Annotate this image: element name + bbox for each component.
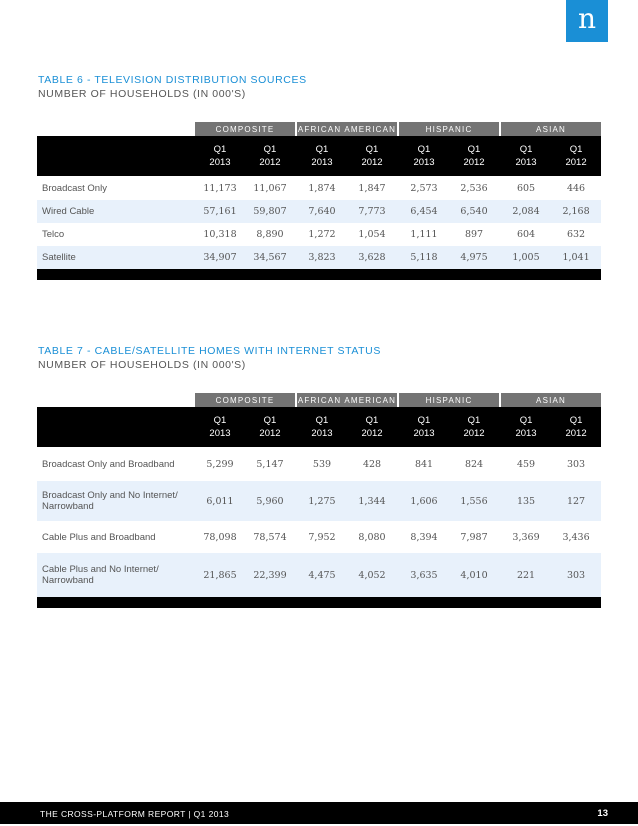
table-row — [37, 521, 601, 553]
table-cell: 1,054 — [358, 229, 386, 240]
table7-subtitle: NUMBER OF HOUSEHOLDS (IN 000'S) — [38, 359, 246, 371]
table-cell: 303 — [566, 458, 586, 470]
row-label: Broadcast Only and No Internet/ Narrowband — [37, 481, 195, 521]
table-cell: 5,118 — [399, 246, 449, 269]
period-header: Q1 2013 — [399, 407, 449, 447]
table-cell: 34,907 — [195, 246, 245, 269]
table7-group-header — [37, 393, 601, 407]
period-header: Q1 2012 — [245, 407, 295, 447]
period-header: Q1 2012 — [245, 136, 295, 176]
table-row — [37, 553, 601, 597]
table-cell: 1,606 — [399, 481, 449, 521]
table7-heading — [38, 344, 381, 372]
page-footer — [0, 802, 638, 824]
period-header: Q1 2013 — [501, 136, 551, 176]
table-cell: 1,344 — [347, 481, 397, 521]
table-cell: 4,475 — [297, 553, 347, 597]
table-row — [37, 200, 601, 223]
row-label: Cable Plus and No Internet/ Narrowband — [37, 553, 195, 597]
table-cell: 5,299 — [206, 458, 234, 470]
nielsen-logo — [566, 0, 608, 42]
table6-subtitle: NUMBER OF HOUSEHOLDS (IN 000'S) — [38, 88, 246, 100]
table-cell: 10,318 — [203, 229, 237, 240]
table7-footer-bar — [37, 597, 601, 608]
table-cell: 2,168 — [551, 200, 601, 223]
table-cell: 3,635 — [399, 553, 449, 597]
footer-report-title: THE CROSS-PLATFORM REPORT | Q1 2013 — [40, 809, 230, 819]
table-cell: 4,010 — [449, 553, 499, 597]
table6-footer-bar — [37, 269, 601, 280]
period-header: Q1 2012 — [551, 136, 601, 176]
period-header: Q1 2012 — [449, 136, 499, 176]
period-header: Q1 2012 — [347, 136, 397, 176]
table-cell: 11,173 — [203, 182, 237, 194]
table-cell: 897 — [464, 229, 484, 240]
group-asian: ASIAN — [501, 122, 601, 136]
table-cell: 21,865 — [195, 553, 245, 597]
table-cell: 605 — [516, 182, 536, 194]
table-cell: 632 — [566, 229, 586, 240]
period-header: Q1 2013 — [195, 136, 245, 176]
table-cell: 7,987 — [460, 531, 488, 543]
row-label: Satellite — [37, 246, 195, 269]
table-cell: 3,823 — [297, 246, 347, 269]
row-label: Telco — [42, 229, 65, 240]
table-cell: 1,111 — [410, 229, 438, 240]
table7 — [37, 393, 601, 608]
table-cell: 7,640 — [297, 200, 347, 223]
table-cell: 4,052 — [347, 553, 397, 597]
table-cell: 59,807 — [245, 200, 295, 223]
table-cell: 2,536 — [460, 182, 488, 194]
row-label: Broadcast Only and Broadband — [42, 458, 175, 470]
period-header: Q1 2012 — [449, 407, 499, 447]
table-row — [37, 176, 601, 200]
table-cell: 11,067 — [253, 182, 287, 194]
table-cell: 57,161 — [195, 200, 245, 223]
table-cell: 446 — [566, 182, 586, 194]
table-cell: 1,275 — [297, 481, 347, 521]
table-cell: 127 — [551, 481, 601, 521]
table-cell: 2,084 — [501, 200, 551, 223]
table-cell: 1,041 — [551, 246, 601, 269]
group-african-american: AFRICAN AMERICAN — [297, 122, 397, 136]
table-cell: 7,773 — [347, 200, 397, 223]
table7-title: TABLE 7 - CABLE/SATELLITE HOMES WITH INTERNET STATUS — [38, 345, 381, 357]
table-cell: 604 — [516, 229, 536, 240]
period-header: Q1 2013 — [195, 407, 245, 447]
table-row — [37, 246, 601, 269]
table-cell: 34,567 — [245, 246, 295, 269]
table6-title: TABLE 6 - TELEVISION DISTRIBUTION SOURCES — [38, 74, 307, 86]
group-asian: ASIAN — [501, 393, 601, 407]
group-hispanic: HISPANIC — [399, 393, 499, 407]
group-hispanic: HISPANIC — [399, 122, 499, 136]
period-header: Q1 2013 — [297, 407, 347, 447]
table6 — [37, 122, 601, 280]
group-composite: COMPOSITE — [195, 393, 295, 407]
table-row — [37, 223, 601, 246]
logo-letter: n — [577, 2, 597, 35]
table-cell: 7,952 — [308, 531, 336, 543]
row-label: Wired Cable — [37, 200, 195, 223]
period-header: Q1 2013 — [297, 136, 347, 176]
table-cell: 8,080 — [358, 531, 386, 543]
table-cell: 303 — [551, 553, 601, 597]
table-cell: 841 — [414, 458, 434, 470]
table-cell: 3,369 — [512, 531, 540, 543]
page-number: 13 — [597, 808, 608, 819]
period-header: Q1 2013 — [501, 407, 551, 447]
table-cell: 3,436 — [562, 531, 590, 543]
period-header: Q1 2012 — [551, 407, 601, 447]
table-cell: 6,454 — [399, 200, 449, 223]
group-african-american: AFRICAN AMERICAN — [297, 393, 397, 407]
period-header: Q1 2013 — [399, 136, 449, 176]
period-header: Q1 2012 — [347, 407, 397, 447]
table-cell: 4,975 — [449, 246, 499, 269]
table-cell: 2,573 — [410, 182, 438, 194]
table-cell: 22,399 — [245, 553, 295, 597]
table-cell: 1,556 — [449, 481, 499, 521]
row-label: Cable Plus and Broadband — [42, 531, 156, 543]
table-cell: 1,005 — [501, 246, 551, 269]
table-cell: 78,574 — [253, 531, 287, 543]
table6-heading — [38, 73, 307, 101]
table-cell: 539 — [312, 458, 332, 470]
table-cell: 1,272 — [308, 229, 336, 240]
table-row — [37, 481, 601, 521]
table-cell: 1,847 — [358, 182, 386, 194]
table-cell: 8,890 — [256, 229, 284, 240]
table-cell: 78,098 — [203, 531, 237, 543]
table6-group-header — [37, 122, 601, 136]
table-cell: 8,394 — [410, 531, 438, 543]
group-composite: COMPOSITE — [195, 122, 295, 136]
table-cell: 6,011 — [195, 481, 245, 521]
table-cell: 3,628 — [347, 246, 397, 269]
table-cell: 5,147 — [256, 458, 284, 470]
table6-period-header — [37, 136, 601, 176]
table-cell: 6,540 — [449, 200, 499, 223]
table-cell: 5,960 — [245, 481, 295, 521]
row-label: Broadcast Only — [42, 182, 107, 194]
table-cell: 459 — [516, 458, 536, 470]
table-cell: 221 — [501, 553, 551, 597]
table-cell: 428 — [362, 458, 382, 470]
table7-period-header — [37, 407, 601, 447]
table-row — [37, 447, 601, 481]
table-cell: 824 — [464, 458, 484, 470]
table-cell: 135 — [501, 481, 551, 521]
table-cell: 1,874 — [308, 182, 336, 194]
